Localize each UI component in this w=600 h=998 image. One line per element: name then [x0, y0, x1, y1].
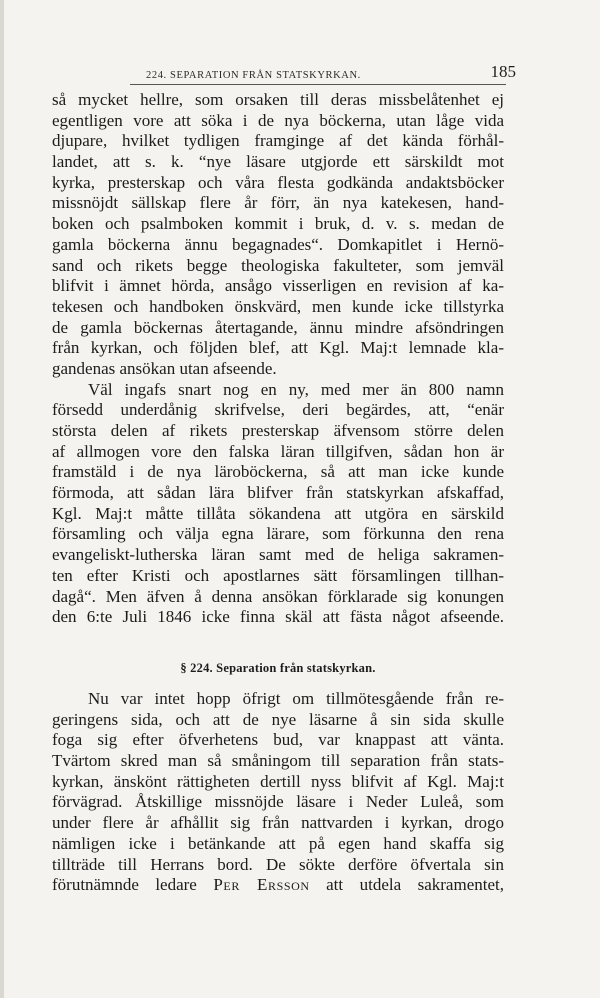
person-name: Per Ersson — [213, 875, 310, 895]
text-line: sand och rikets begge theologiska fakulteter, som jemväl — [52, 255, 504, 275]
text-line: landet, att s. k. “nye läsare utgjorde ett särskildt mot — [52, 152, 504, 172]
text-line: Kgl. Maj:t måtte tillåta sökandena att utgöra en särskild — [52, 503, 504, 523]
text-line: under flere år afhållit sig från nattvarden i kyrkan, drogo — [52, 813, 504, 833]
text-line: förmoda, att sådan lära blifver från statskyrkan afskaffad, — [52, 483, 504, 503]
text-fragment: förutnämnde ledare — [52, 875, 214, 895]
text-line: kyrka, presterskap och våra flesta godkända andaktsböcker — [52, 172, 504, 192]
text-line: gandenas ansökan utan afseende. — [52, 358, 277, 378]
text-line: ten efter Kristi och apostlarnes sätt församlingen tillhan- — [52, 565, 504, 585]
text-line: den 6:te Juli 1846 icke finna skäl att fästa något afseende. — [52, 607, 504, 627]
text-line: djupare, hvilket tydligen framginge af det kända förhål- — [52, 131, 504, 151]
page-number: 185 — [490, 62, 516, 81]
text-line: missnöjdt sällskap flere år förr, än nya katekesen, hand- — [52, 193, 504, 213]
paragraph-3 — [52, 689, 504, 896]
text-line: kyrkan, änskönt rättigheten dertill nyss blifvit af Kgl. Maj:t — [52, 771, 504, 791]
text-line: af allmogen vore den falska läran tillgifven, sådan hon är — [52, 441, 504, 461]
text-line: förvägrad. Åtskillige missnöjde läsare i Neder Luleå, som — [52, 792, 504, 812]
text-line: evangeliskt-lutherska läran samt med de heliga sakramen- — [52, 545, 504, 565]
text-line: Väl ingafs snart nog en ny, med mer än 800 namn — [88, 379, 504, 399]
paragraph-1 — [52, 90, 504, 380]
page-edge — [0, 0, 4, 998]
text-line: församling och välja egna lärare, som förkunna den rena — [52, 524, 504, 544]
text-fragment: att utdela sakramentet, — [309, 875, 504, 895]
text-line: framstäld i de nya läroböckerna, så att man icke kunde — [52, 462, 504, 482]
text-line: från kyrkan, och följden blef, att Kgl. Maj:t lemnade kla- — [52, 338, 504, 358]
text-line: gamla böckerna ännu begagnades“. Domkapitlet i Hernö- — [52, 234, 504, 254]
body-text-top — [52, 90, 504, 628]
text-line: Tvärtom skred man så småningom till separation från stats- — [52, 751, 504, 771]
text-line: geringens sida, och att de nye läsarne å sin sida skulle — [52, 709, 504, 729]
section-heading: § 224. Separation från statskyrkan. — [180, 661, 376, 675]
running-title: 224. SEPARATION FRÅN STATSKYRKAN. — [146, 70, 361, 81]
text-line: foga sig efter öfverhetens bud, var knappast att vänta. — [52, 730, 504, 750]
text-line-last — [52, 875, 504, 896]
text-line: tekesen och handboken önskvärd, men kunde icke tillstyrka — [52, 296, 504, 316]
text-line: boken och psalmboken kommit i bruk, d. v. s. medan de — [52, 214, 504, 234]
text-line: största delen af rikets presterskap äfvensom större delen — [52, 421, 504, 440]
header-rule — [130, 84, 506, 85]
text-line: blifvit i ämnet hörda, ansågo visserligen en revision af ka- — [52, 276, 504, 296]
body-text-bottom — [52, 689, 504, 896]
text-line: tillträde till Herrans bord. De sökte derföre öfvertala sin — [52, 854, 504, 874]
text-line: så mycket hellre, som orsaken till deras missbelåtenhet ej — [52, 90, 504, 109]
text-line: dagå“. Men äfven å denna ansökan förklarade sig konungen — [52, 586, 504, 606]
paragraph-2 — [52, 380, 504, 628]
text-line: nämligen icke i betänkande att på egen hand skaffa sig — [52, 833, 504, 853]
page-header — [146, 62, 516, 84]
text-line: försedd underdånig skrifvelse, deri begärdes, att, “enär — [52, 400, 504, 420]
text-line: Nu var intet hopp öfrigt om tillmötesgående från re- — [88, 689, 504, 708]
text-line: de gamla böckernas återtagande, ännu mindre afsöndringen — [52, 317, 504, 337]
text-line: egentligen vore att söka i de nya böckerna, utan låge vida — [52, 110, 504, 130]
